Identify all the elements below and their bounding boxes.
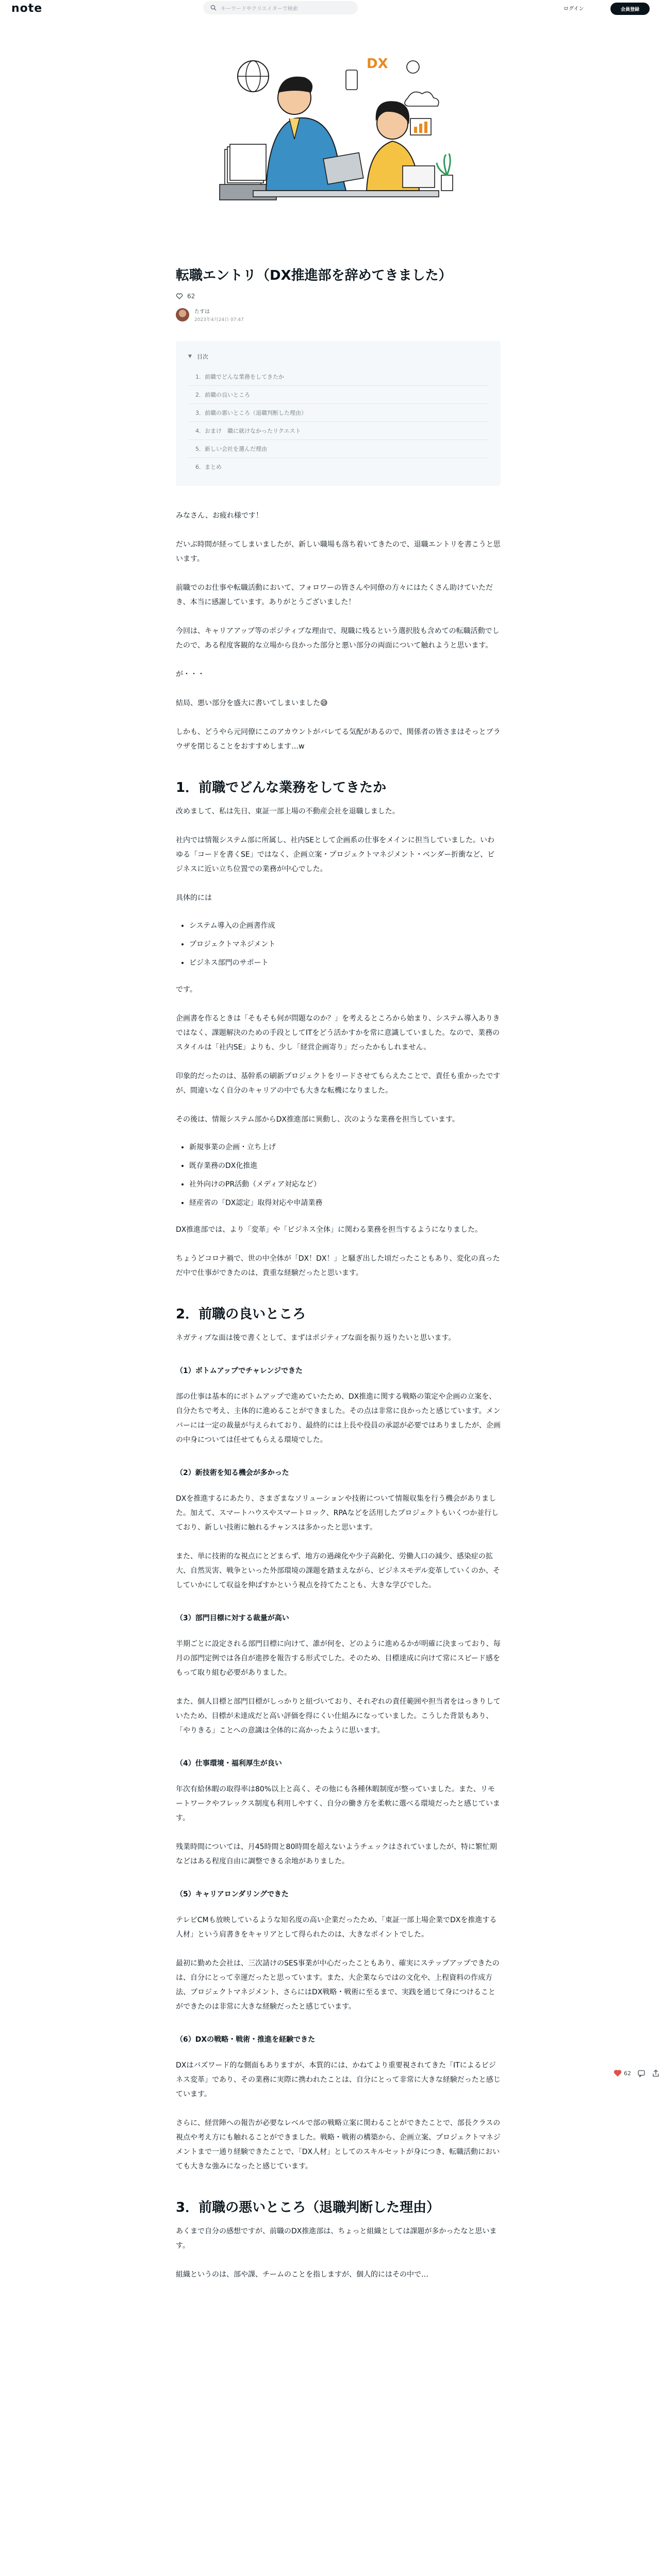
paragraph: 組織というのは、部や課、チームのことを指しますが、個人的にはその中で…: [176, 2270, 428, 2279]
bullet-list: [189, 1141, 501, 1209]
paragraph: 印象的だったのは、基幹系の刷新プロジェクトをリードさせてもらえたことで、責任も重かったですが、間違いなく自分のキャリアの中でも大きな転機になりました。: [176, 1072, 501, 1095]
paragraph: さらに、経営陣への報告が必要なレベルで部の戦略立案に関わることができたことで、部長クラスの視点や考え方にも触れることができました。戦略・戦術の構築から、企画立案、プロジェクトマネジメントまで一通り経験できたことで、「DX人材」としてのスキルセットが身につき、転職活動においても大きな強みになったと感じています。: [176, 2119, 501, 2171]
comment-button[interactable]: [637, 2069, 646, 2077]
search-placeholder: キーワードやクリエイターで検索: [221, 6, 298, 12]
paragraph: DXはバズワード的な側面もありますが、本質的には、かねてより重要視されてきた「ITによるビジネス変革」であり、その業務に実際に携われたことは、自分にとって非常に大きな経験だったと感じています。: [176, 2061, 501, 2098]
paragraph: あくまで自分の感想ですが、前職のDX推進部は、ちょっと組織としては課題が多かったなと思います。: [176, 2227, 497, 2250]
svg-text:DX: DX: [367, 56, 388, 72]
like-button[interactable]: [614, 2069, 631, 2077]
subsection-heading: （3）部門目標に対する裁量が高い: [176, 1614, 289, 1622]
toc-label: 目次: [196, 353, 208, 360]
paragraph: 具体的には: [176, 894, 212, 902]
author-text: [194, 307, 244, 323]
section-heading: 1．前職でどんな業務をしてきたか: [176, 780, 387, 795]
publish-date: 2023年4月24日 07:47: [194, 317, 244, 323]
toc-item[interactable]: 6．まとめ: [195, 464, 222, 470]
paragraph: 部の仕事は基本的にボトムアップで進めていたため、DX推進に関する戦略の策定や企画の立案を、自分たちで考え、主体的に進めることができました。その点は非常に良かったと感じています。メンバーには一定の裁量が与えられており、最終的には上長や役員の承認が必要ではありましたが、企画の中身については任せてもらえる環境でした。: [176, 1393, 501, 1444]
toc-item[interactable]: 5．新しい会社を選んだ理由: [188, 440, 488, 458]
list-item: • システム導入の企画書作成: [189, 920, 501, 932]
paragraph: しかも、どうやら元同僚にこのアカウントがバレてる気配があるので、関係者の皆さまはそっとブラウザを閉じることをおすすめします…w: [176, 728, 501, 751]
list-item: • 経産省の「DX認定」取得対応や申請業務: [189, 1197, 501, 1209]
paragraph: 残業時間については、月45時間と80時間を超えないようチェックはされていましたが、特に繁忙期などはある程度自由に調整できる余地がありました。: [176, 1843, 497, 1866]
paragraph: また、個人目標と部門目標がしっかりと紐づいており、それぞれの責任範囲や担当者をはっきりしていたため、目標が未達成だと高い評価を得にくい仕組みになっていました。こうした背景もあり、「やりきる」ことへの意識は全体的に高かったように思います。: [176, 1698, 501, 1735]
toc-item[interactable]: 2．前職の良いところ: [188, 386, 488, 404]
toc-list: [188, 368, 488, 476]
paragraph: DXを推進するにあたり、さまざまなソリューションや技術について情報収集を行う機会がありました。加えて、スマートハウスやスマートロック、RPAなどを活用したプロジェクトもいくつか並行しており、新しい技術に触れるチャンスは多かったと思います。: [176, 1495, 499, 1532]
author-name[interactable]: たすは: [194, 309, 210, 315]
paragraph: が・・・: [176, 670, 205, 679]
subsection-heading: （6）DXの戦略・戦術・推進を経験できた: [176, 2036, 316, 2044]
subsection-heading: （4）仕事環境・福利厚生が良い: [176, 1759, 282, 1768]
subsection-heading: （2）新技術を知る機会が多かった: [176, 1469, 289, 1477]
article: [176, 21, 501, 2296]
chevron-down-icon: ▼: [188, 354, 192, 359]
article-body: [176, 509, 501, 2282]
paragraph: です。: [176, 986, 197, 994]
heart-icon: [176, 293, 183, 300]
login-link[interactable]: ログイン: [564, 6, 584, 12]
paragraph: DX推進部では、より「変革」や「ビジネス全体」に関わる業務を担当するようになりました。: [176, 1226, 482, 1234]
toc-item[interactable]: 3．前職の悪いところ（退職判断した理由）: [188, 404, 488, 422]
list-item: • プロジェクトマネジメント: [189, 938, 501, 951]
list-item: • 既存業務のDX化推進: [189, 1160, 501, 1172]
search-icon: [210, 5, 217, 11]
paragraph: 結局、悪い部分を盛大に書いてしまいました😅: [176, 699, 328, 707]
paragraph: その後は、情報システム部からDX推進部に異動し、次のような業務を担当しています。: [176, 1115, 459, 1124]
signup-button[interactable]: 会員登録: [610, 3, 650, 15]
paragraph: みなさん、お疲れ様です！: [176, 512, 263, 520]
like-count[interactable]: [176, 293, 501, 300]
paragraph: ネガティブな面は後で書くとして、まずはポジティブな面を振り返りたいと思います。: [176, 1334, 456, 1342]
share-button[interactable]: [652, 2069, 660, 2077]
like-count-value: 62: [187, 293, 195, 300]
avatar[interactable]: [176, 308, 189, 321]
paragraph: テレビCMも放映しているような知名度の高い企業だったため、「東証一部上場企業でDXを推進する人材」という肩書きをキャリアとして得られたのは、大きなポイントでした。: [176, 1916, 497, 1939]
paragraph: また、単に技術的な視点にとどまらず、地方の過疎化や少子高齢化、労働人口の減少、感染症の拡大、自然災害、戦争といった外部環境の課題を踏まえながら、ビジネスモデル変革していくのか、そしていかにして収益を伸ばすかという視点を持てたことも、大きな学びでした。: [176, 1552, 500, 1589]
table-of-contents: [176, 341, 501, 486]
heart-icon: [614, 2069, 622, 2077]
subsection-heading: （5）キャリアロンダリングできた: [176, 1890, 289, 1899]
share-icon: [652, 2069, 660, 2077]
paragraph: 改めまして、私は先日、東証一部上場の不動産会社を退職しました。: [176, 807, 400, 816]
toc-item[interactable]: 1．前職でどんな業務をしてきたか: [188, 368, 488, 386]
paragraph: 年次有給休暇の取得率は80%以上と高く、その他にも各種休暇制度が整っていました。また、リモートワークやフレックス制度も利用しやすく、自分の働き方を柔軟に選べる環境だったと感じています。: [176, 1785, 500, 1822]
paragraph: だいぶ時間が経ってしまいましたが、新しい職場も落ち着いてきたので、退職エントリを書こうと思います。: [176, 540, 501, 563]
paragraph: 前職でのお仕事や転職活動において、フォロワーの皆さんや同僚の方々にはたくさん助けていただき、本当に感謝しています。ありがとうございました！: [176, 584, 493, 606]
list-item: • ビジネス部門のサポート: [189, 957, 501, 969]
subsection-heading: （1）ボトムアップでチャレンジできた: [176, 1367, 303, 1375]
paragraph: 企画書を作るときは「そもそも何が問題なのか？」を考えるところから始まり、システム導入ありきではなく、課題解決のための手段としてITをどう活かすかを常に意識していました。なので、業務のスタイルは「社内SE」よりも、少し「経営企画寄り」だったかもしれません。: [176, 1014, 500, 1052]
search-bar[interactable]: [203, 1, 358, 14]
list-item: • 社外向けのPR活動（メディア対応など）: [189, 1178, 501, 1191]
like-count-value: 62: [624, 2070, 631, 2077]
section-heading: 3．前職の悪いところ（退職判断した理由）: [176, 2200, 440, 2215]
floating-action-bar: [614, 2069, 660, 2077]
paragraph: 半期ごとに設定される部門目標に向けて、誰が何を、どのように進めるかが明確に決まっており、毎月の部門定例では各自が進捗を報告する形式でした。そのため、目標達成に向けて常にスピード感をもって取り組む必要がありました。: [176, 1640, 501, 1677]
site-header: [0, 0, 662, 18]
toc-header[interactable]: [188, 352, 488, 361]
section-heading: 2．前職の良いところ: [176, 1307, 306, 1322]
bullet-list: [189, 920, 501, 969]
paragraph: 最初に勤めた会社は、三次請けのSES事業が中心だったこともあり、確実にステップアップできたのは、自分にとって幸運だったと思っています。また、大企業ならではの文化や、上程資料の作成方法、プロジェクトマネジメント、さらにはDX戦略・戦術に至るまで、実践を通じて身につけることができたのは非常に大きな経験だったと感じています。: [176, 1959, 500, 2011]
list-item: • 新規事業の企画・立ち上げ: [189, 1141, 501, 1154]
author-info[interactable]: [176, 307, 501, 323]
comment-icon: [637, 2069, 646, 2077]
note-logo[interactable]: note: [11, 2, 43, 15]
paragraph: 今回は、キャリアアップ等のポジティブな理由で、現職に残るという選択肢も含めての転職活動でしたので、ある程度客観的な立場から良かった部分と悪い部分の両面について触れようと思います。: [176, 627, 500, 650]
toc-item[interactable]: 4．おまけ 職に就けなかったリクエスト: [188, 422, 488, 440]
paragraph: ちょうどコロナ禍で、世の中全体が「DX！DX！」と騒ぎ出した頃だったこともあり、変化の真っただ中で仕事ができたのは、貴重な経験だったと思います。: [176, 1255, 500, 1277]
article-title: 転職エントリ（DX推進部を辞めてきました）: [176, 268, 452, 283]
hero-illustration: [176, 21, 501, 227]
paragraph: 社内では情報システム部に所属し、社内SEとして企画系の仕事をメインに担当していました。いわゆる「コードを書くSE」ではなく、企画立案・プロジェクトマネジメント・ベンダー折衝など、ビジネスに近い立ち位置での業務が中心でした。: [176, 836, 495, 873]
